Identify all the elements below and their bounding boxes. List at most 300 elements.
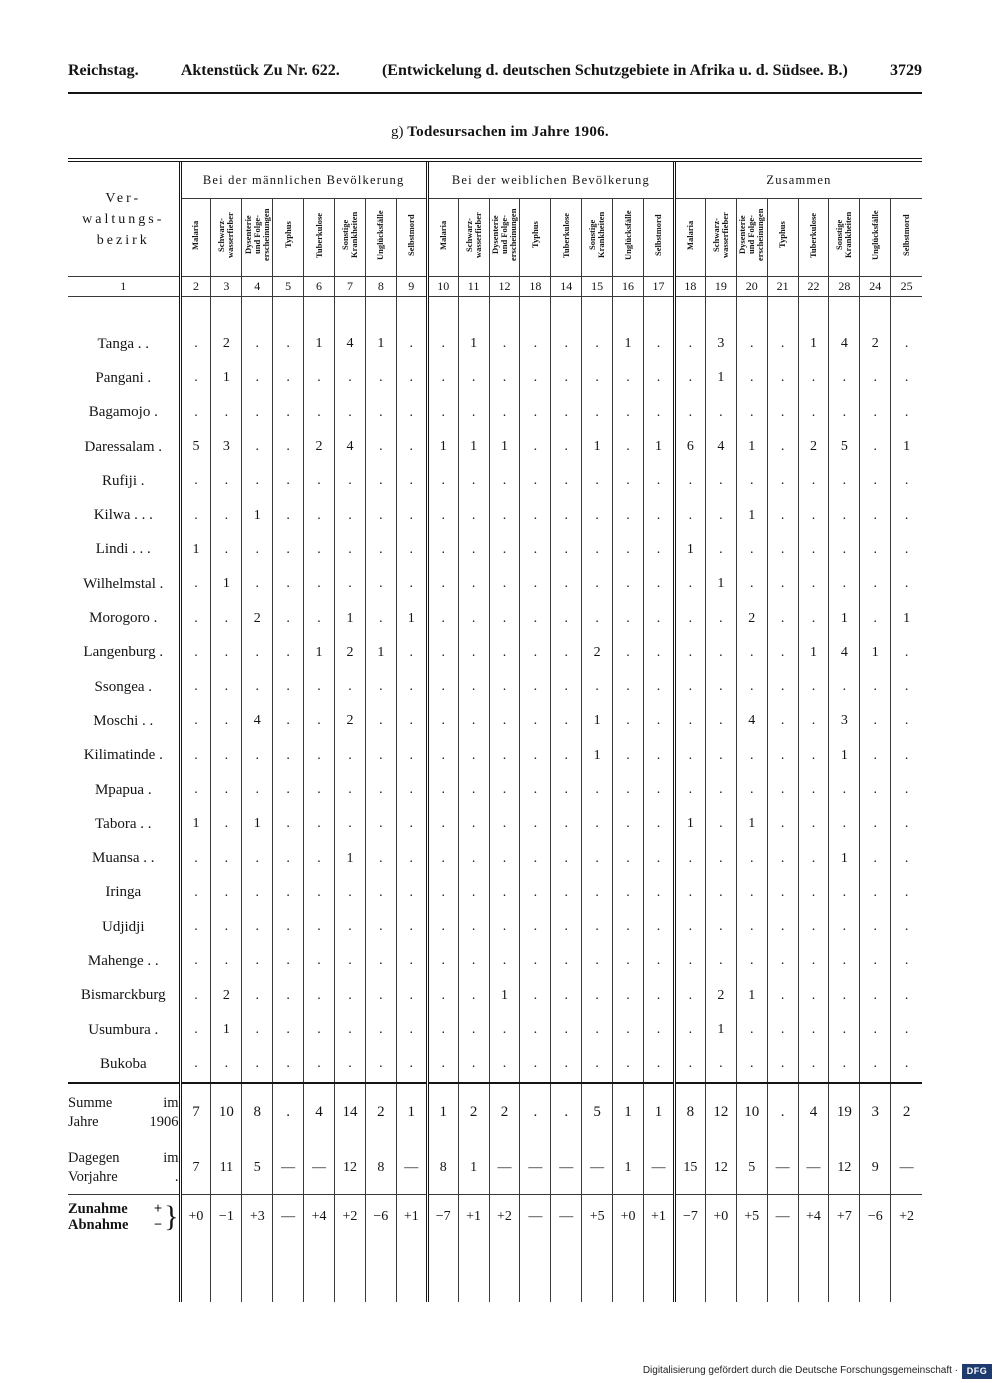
column-number: 11 <box>458 277 489 297</box>
cell-value: . <box>736 464 767 498</box>
cell-value: . <box>458 807 489 841</box>
cell-value: . <box>273 944 304 978</box>
district-name: Mahenge . . <box>87 952 159 969</box>
cell-value: . <box>273 567 304 601</box>
column-number: 20 <box>736 277 767 297</box>
cell-value: . <box>643 841 674 875</box>
cell-value: . <box>613 498 644 532</box>
cell-value: . <box>520 327 551 361</box>
cell-value: 4 <box>335 327 366 361</box>
cell-value: . <box>242 670 273 704</box>
cell-value: . <box>551 396 582 430</box>
cell-value: 1 <box>180 807 211 841</box>
digitization-credit: Digitalisierung gefördert durch die Deutsche Forschungsgemeinschaft · <box>642 1365 958 1376</box>
column-number: 1 <box>68 277 180 297</box>
group-label: Zusammen <box>766 172 832 187</box>
cell-value: . <box>458 739 489 773</box>
cell-value: . <box>335 361 366 395</box>
summary-value: — <box>304 1142 335 1195</box>
summary-value: +3 <box>242 1194 273 1240</box>
district-name: Usumbura . <box>88 1021 159 1038</box>
cell-value: . <box>551 533 582 567</box>
cell-value: . <box>613 1013 644 1047</box>
cause-header-blackwater-fever-female <box>458 199 489 277</box>
cell-value: . <box>520 670 551 704</box>
cell-value: . <box>335 1047 366 1082</box>
cell-value: . <box>582 361 613 395</box>
cell-value: 1 <box>396 601 427 635</box>
cell-value: . <box>396 327 427 361</box>
cell-value: . <box>335 910 366 944</box>
cause-label-line: Dysenterie <box>242 215 253 255</box>
cell-value: 1 <box>211 1013 242 1047</box>
cause-label <box>738 199 765 271</box>
cause-label-line: wasserfieber <box>472 212 483 258</box>
cell-value: . <box>613 396 644 430</box>
district-row <box>68 910 922 944</box>
group-label: Bei der weiblichen Bevölkerung <box>451 172 650 187</box>
cell-value: . <box>736 670 767 704</box>
cell-value: . <box>582 670 613 704</box>
district-name: Daressalam . <box>84 438 162 455</box>
cell-value: . <box>860 1047 891 1082</box>
cell-value: 2 <box>798 430 829 464</box>
cell-value: 1 <box>891 601 922 635</box>
cause-label-line: Sonstige <box>834 219 845 251</box>
cell-value: . <box>458 636 489 670</box>
causes-of-death-table <box>68 158 922 1302</box>
cell-value: . <box>489 567 520 601</box>
column-number: 18 <box>674 277 705 297</box>
column-number: 5 <box>273 277 304 297</box>
cell-value: . <box>674 944 705 978</box>
summary-value: 19 <box>829 1083 860 1142</box>
district-row <box>68 430 922 464</box>
summary-label-line: Jahre 1906 <box>68 1113 179 1130</box>
summary-value: — <box>767 1194 798 1240</box>
cell-value: . <box>520 498 551 532</box>
district-row <box>68 396 922 430</box>
cell-value: . <box>365 876 396 910</box>
district-row <box>68 979 922 1013</box>
cell-value: . <box>304 670 335 704</box>
cell-value: . <box>551 1047 582 1082</box>
cell-value: 4 <box>335 430 366 464</box>
cell-value: . <box>860 979 891 1013</box>
summary-value: 11 <box>211 1142 242 1195</box>
cell-value: . <box>613 773 644 807</box>
cell-value: . <box>520 807 551 841</box>
cell-value: . <box>674 567 705 601</box>
cell-value: . <box>891 876 922 910</box>
cell-value: . <box>860 361 891 395</box>
page-number: 3729 <box>889 62 922 79</box>
cell-value: . <box>891 910 922 944</box>
cause-label <box>244 199 271 271</box>
cell-value: . <box>427 601 458 635</box>
cell-value: . <box>582 876 613 910</box>
cause-label <box>778 199 787 271</box>
cell-value: . <box>489 876 520 910</box>
cell-value: . <box>798 807 829 841</box>
cell-value: . <box>273 841 304 875</box>
cell-value: . <box>520 841 551 875</box>
filler-cell <box>705 1240 736 1302</box>
cause-label-line: Typhus <box>777 221 788 249</box>
cell-value: . <box>891 704 922 738</box>
summary-value: 1 <box>396 1083 427 1142</box>
cell-value: 4 <box>736 704 767 738</box>
cell-value: 3 <box>829 704 860 738</box>
cell-value: . <box>180 1013 211 1047</box>
cause-label-line: Malaria <box>684 220 695 250</box>
district-name: Tabora . . <box>95 815 152 832</box>
cell-value: . <box>273 670 304 704</box>
cell-value: 2 <box>736 601 767 635</box>
spacer-cell <box>458 297 489 328</box>
cell-value: . <box>613 430 644 464</box>
cell-value: . <box>520 1047 551 1082</box>
cell-value: 2 <box>335 704 366 738</box>
summary-label-line: Vorjahre . <box>68 1168 179 1185</box>
column-number: 15 <box>582 277 613 297</box>
cell-value: 6 <box>674 430 705 464</box>
cell-value: . <box>180 979 211 1013</box>
cell-value: . <box>396 739 427 773</box>
summary-value: 1 <box>613 1142 644 1195</box>
header-rule <box>68 92 922 94</box>
cause-label-line: Unglücksfälle <box>869 210 880 260</box>
cell-value: . <box>829 773 860 807</box>
cell-value: . <box>860 670 891 704</box>
cell-value: . <box>489 910 520 944</box>
cause-header-typhus-male <box>273 199 304 277</box>
cell-value: . <box>304 533 335 567</box>
spacer-cell <box>396 297 427 328</box>
cell-value: . <box>860 533 891 567</box>
cell-value: . <box>767 841 798 875</box>
cell-value: . <box>767 430 798 464</box>
cell-value: . <box>891 498 922 532</box>
cause-label <box>491 199 518 271</box>
summary-value: 12 <box>335 1142 366 1195</box>
cell-value: . <box>643 739 674 773</box>
district-row <box>68 670 922 704</box>
cell-value: . <box>736 361 767 395</box>
cell-value: 2 <box>705 979 736 1013</box>
cell-value: . <box>891 396 922 430</box>
summary-value: — <box>551 1194 582 1240</box>
column-number: 21 <box>767 277 798 297</box>
cell-value: . <box>396 498 427 532</box>
cause-label-line: Typhus <box>529 221 540 249</box>
cell-value: . <box>335 464 366 498</box>
group-label: Bei der männlichen Bevölkerung <box>202 172 405 187</box>
spacer-cell <box>891 297 922 328</box>
cause-label-line: Tuberkulose <box>560 212 571 258</box>
district-row <box>68 1013 922 1047</box>
cell-value: . <box>304 498 335 532</box>
cell-value: . <box>180 739 211 773</box>
cell-value: . <box>767 670 798 704</box>
summary-value: 12 <box>705 1083 736 1142</box>
summary-value: 5 <box>582 1083 613 1142</box>
cell-value: . <box>211 841 242 875</box>
cell-value: . <box>705 464 736 498</box>
change-row <box>68 1194 922 1240</box>
summary-value: +5 <box>736 1194 767 1240</box>
cell-value: . <box>211 773 242 807</box>
cell-value: . <box>860 944 891 978</box>
cell-value: . <box>427 704 458 738</box>
cell-value: 2 <box>242 601 273 635</box>
filler-cell <box>68 1240 180 1302</box>
cause-label <box>315 199 324 271</box>
district-name: Moschi . . <box>93 712 154 729</box>
cell-value: . <box>860 1013 891 1047</box>
cell-value: . <box>520 876 551 910</box>
cell-value: . <box>829 670 860 704</box>
cell-value: . <box>427 807 458 841</box>
cell-value: . <box>304 1047 335 1082</box>
cell-value: . <box>304 1013 335 1047</box>
cell-value: . <box>365 739 396 773</box>
cell-value: . <box>613 876 644 910</box>
cell-value: . <box>643 464 674 498</box>
cell-value: . <box>767 807 798 841</box>
cell-value: . <box>304 739 335 773</box>
cell-value: . <box>273 739 304 773</box>
cell-value: . <box>335 533 366 567</box>
cell-value: . <box>674 773 705 807</box>
cause-label-line: Unglücksfälle <box>375 210 386 260</box>
summary-value: 5 <box>242 1142 273 1195</box>
cell-value: . <box>427 739 458 773</box>
cell-value: . <box>458 876 489 910</box>
cell-value: . <box>273 876 304 910</box>
cause-label-line: Selbstmord <box>652 214 663 256</box>
cell-value: . <box>365 533 396 567</box>
cell-value: . <box>674 979 705 1013</box>
cell-value: . <box>582 773 613 807</box>
cause-header-malaria-total <box>674 199 705 277</box>
summary-value: +5 <box>582 1194 613 1240</box>
cell-value: 1 <box>736 498 767 532</box>
cell-value: . <box>798 704 829 738</box>
cause-label-line: Sonstige <box>587 219 598 251</box>
cell-value: . <box>242 910 273 944</box>
filler-cell <box>273 1240 304 1302</box>
cell-value: . <box>396 910 427 944</box>
filler-cell <box>242 1240 273 1302</box>
cell-value: 2 <box>211 327 242 361</box>
cause-label <box>624 199 633 271</box>
cell-value: . <box>211 601 242 635</box>
cell-value: . <box>798 910 829 944</box>
cell-value: . <box>273 327 304 361</box>
cell-value: . <box>613 361 644 395</box>
cause-label <box>712 199 730 271</box>
cause-label <box>686 199 695 271</box>
cell-value: . <box>829 1013 860 1047</box>
cell-value: . <box>211 944 242 978</box>
district-name: Muansa . . <box>92 850 155 867</box>
cell-value: . <box>273 601 304 635</box>
cause-label-line: Selbstmord <box>901 214 912 256</box>
cell-value: . <box>705 636 736 670</box>
cell-value: . <box>489 773 520 807</box>
spacer-cell <box>860 297 891 328</box>
column-number: 17 <box>643 277 674 297</box>
table-title-prefix: g) <box>390 124 404 140</box>
cell-value: 2 <box>211 979 242 1013</box>
cell-value: 2 <box>860 327 891 361</box>
cause-header-typhus-female <box>520 199 551 277</box>
cell-value: . <box>829 567 860 601</box>
cell-value: . <box>860 396 891 430</box>
column-number: 6 <box>304 277 335 297</box>
cell-value: . <box>427 567 458 601</box>
cause-label <box>654 199 663 271</box>
cell-value: . <box>736 773 767 807</box>
cause-label-line: Schwarz- <box>216 218 227 252</box>
cell-value: . <box>674 876 705 910</box>
filler-cell <box>860 1240 891 1302</box>
column-number-row <box>68 277 922 297</box>
cell-value: 5 <box>829 430 860 464</box>
cell-value: . <box>551 636 582 670</box>
cell-value: . <box>180 910 211 944</box>
cell-value: . <box>891 361 922 395</box>
cell-value: . <box>520 979 551 1013</box>
summary-value: −6 <box>365 1194 396 1240</box>
cell-value: . <box>458 601 489 635</box>
summary-label-line: Dagegen im <box>68 1149 179 1166</box>
summary-value: 8 <box>674 1083 705 1142</box>
cell-value: . <box>551 841 582 875</box>
cause-label-line: Tuberkulose <box>313 212 324 258</box>
change-label <box>68 1201 179 1233</box>
cell-value: . <box>304 773 335 807</box>
cell-value: 1 <box>489 979 520 1013</box>
summary-value: +2 <box>891 1194 922 1240</box>
district-name: Kilimatinde . <box>83 747 163 764</box>
cell-value: . <box>180 327 211 361</box>
cell-value: . <box>180 704 211 738</box>
cell-value: . <box>520 910 551 944</box>
district-name: Mpapua . <box>94 781 152 798</box>
cell-value: . <box>582 979 613 1013</box>
previous-year-row <box>68 1142 922 1195</box>
cell-value: . <box>365 567 396 601</box>
cell-value: . <box>736 739 767 773</box>
cell-value: . <box>798 876 829 910</box>
filler-cell <box>829 1240 860 1302</box>
district-name: Langenburg . <box>83 644 164 661</box>
spacer-cell <box>643 297 674 328</box>
cell-value: . <box>767 567 798 601</box>
cell-value: . <box>489 533 520 567</box>
cell-value: . <box>180 498 211 532</box>
cell-value: . <box>860 910 891 944</box>
cell-value: . <box>335 807 366 841</box>
filler-cell <box>798 1240 829 1302</box>
summary-value: . <box>273 1083 304 1142</box>
cell-value: 1 <box>736 430 767 464</box>
spacer-row <box>68 297 922 328</box>
cell-value: 1 <box>705 1013 736 1047</box>
cell-value: . <box>582 944 613 978</box>
cause-label-line: Krankheiten <box>596 211 607 259</box>
district-row <box>68 533 922 567</box>
cell-value: . <box>211 464 242 498</box>
cell-value: 5 <box>180 430 211 464</box>
column-number: 16 <box>613 277 644 297</box>
cell-value: . <box>674 739 705 773</box>
cell-value: . <box>489 739 520 773</box>
cell-value: . <box>273 533 304 567</box>
cell-value: . <box>736 944 767 978</box>
cell-value: . <box>551 944 582 978</box>
filler-cell <box>335 1240 366 1302</box>
summary-value: — <box>396 1142 427 1195</box>
cell-value: . <box>551 773 582 807</box>
cell-value: 1 <box>242 807 273 841</box>
cell-value: . <box>767 910 798 944</box>
cell-value: . <box>396 567 427 601</box>
summary-label <box>68 1083 180 1142</box>
spacer-cell <box>798 297 829 328</box>
cell-value: . <box>458 670 489 704</box>
cell-value: 4 <box>829 636 860 670</box>
cell-value: . <box>335 739 366 773</box>
cell-value: . <box>674 464 705 498</box>
cell-value: 1 <box>613 327 644 361</box>
filler-cell <box>520 1240 551 1302</box>
cell-value: 1 <box>335 841 366 875</box>
cell-value: . <box>427 533 458 567</box>
cell-value: . <box>304 910 335 944</box>
column-number: 24 <box>860 277 891 297</box>
district-row <box>68 464 922 498</box>
summary-value: 2 <box>489 1083 520 1142</box>
cell-value: . <box>674 361 705 395</box>
cell-value: . <box>705 601 736 635</box>
cause-label <box>809 199 818 271</box>
cell-value: . <box>211 876 242 910</box>
cell-value: . <box>582 601 613 635</box>
cell-value: . <box>767 704 798 738</box>
cell-value: 1 <box>829 601 860 635</box>
cell-value: . <box>767 876 798 910</box>
cell-value: . <box>396 361 427 395</box>
column-number: 7 <box>335 277 366 297</box>
cell-value: . <box>891 670 922 704</box>
district-row <box>68 327 922 361</box>
cell-value: . <box>180 464 211 498</box>
district-row <box>68 361 922 395</box>
cell-value: . <box>489 1047 520 1082</box>
cause-label-line: Krankheiten <box>348 211 359 259</box>
filler-cell <box>674 1240 705 1302</box>
cell-value: . <box>520 533 551 567</box>
cell-value: . <box>643 979 674 1013</box>
cell-value: . <box>643 327 674 361</box>
summary-value: — <box>582 1142 613 1195</box>
group-header-total <box>674 160 922 199</box>
brace-glyph: } <box>164 1200 179 1234</box>
cell-value: . <box>489 807 520 841</box>
